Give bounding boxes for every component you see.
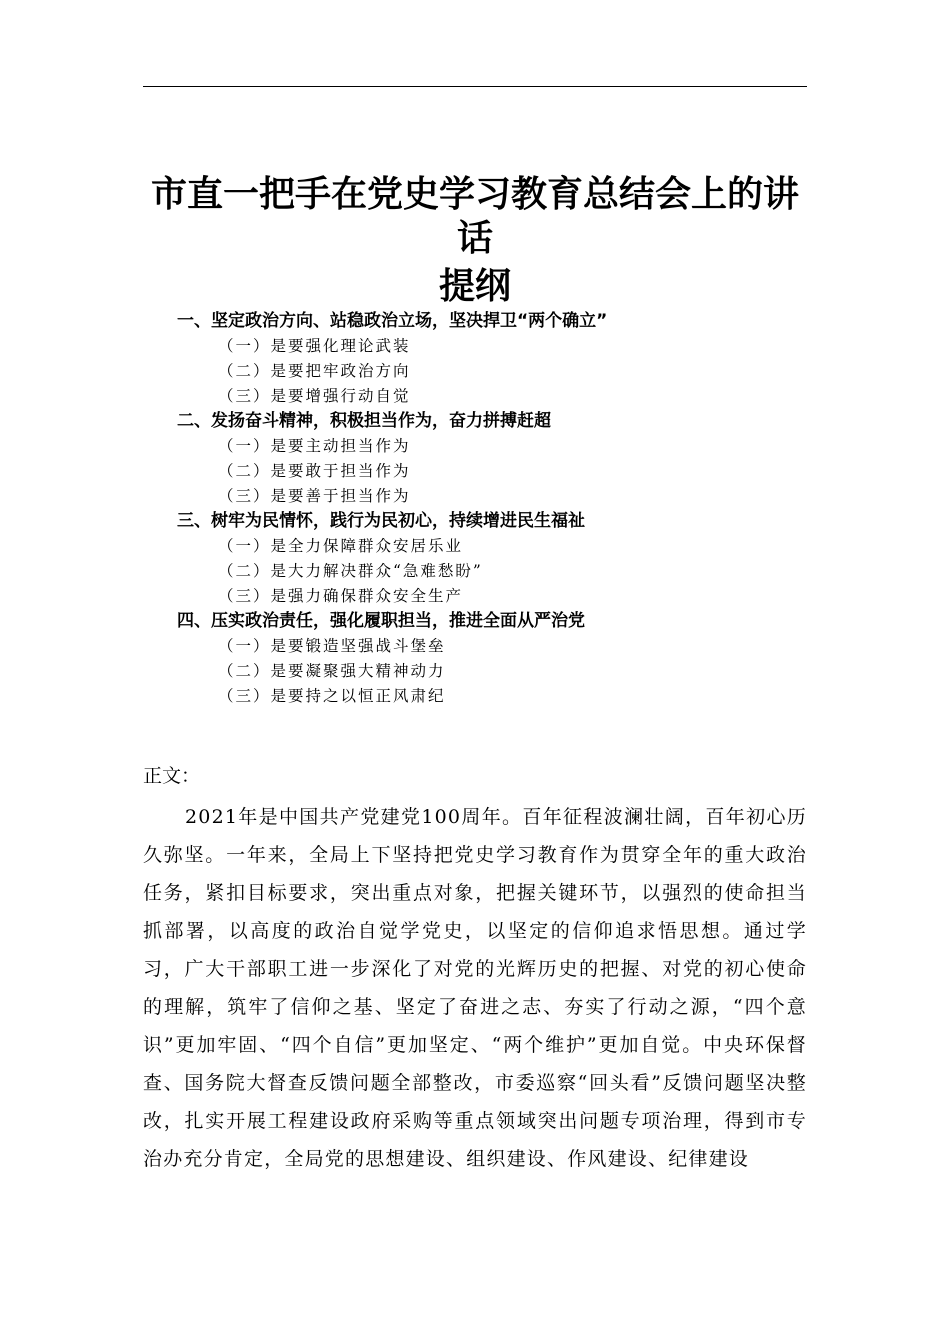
outline-item: （三）是要持之以恒正风肃纪: [218, 687, 446, 705]
body-paragraph: 2021年是中国共产党建党100周年。百年征程波澜壮阔，百年初心历久弥坚。一年来，全局上下坚持把党史学习教育作为贯穿全年的重大政治任务，紧扣目标要求，突出重点对象，把握关键环节，以强烈的使命担当抓部署，以高度的政治自觉学党史，以坚定的信仰追求悟思想。通过学习，广大干部职工进一步深化了对党的光辉历史的把握、对党的初心使命的理解，筑牢了信仰之基、坚定了奋进之志、夯实了行动之源，“四个意识”更加牢固、“四个自信”更加坚定、“两个维护”更加自觉。中央环保督查、国务院大督查反馈问题全部整改，市委巡察“回头看”反馈问题坚决整改，扎实开展工程建设政府采购等重点领域突出问题专项治理，得到市专治办充分肯定，全局党的思想建设、组织建设、作风建设、纪律建设: [143, 806, 807, 1170]
outline-item: （二）是要敢于担当作为: [218, 462, 411, 480]
outline-item: （一）是全力保障群众安居乐业: [218, 537, 464, 555]
outline-item: （二）是要把牢政治方向: [218, 362, 411, 380]
body-label: 正文：: [143, 765, 201, 787]
body-text: [143, 760, 807, 1178]
outline-item: （三）是强力确保群众安全生产: [218, 587, 464, 605]
outline-item: （二）是要凝聚强大精神动力: [218, 662, 446, 680]
outline-heading-4: 四、压实政治责任，强化履职担当，推进全面从严治党: [177, 611, 585, 631]
outline-item: （三）是要增强行动自觉: [218, 387, 411, 405]
outline-heading-3: 三、树牢为民情怀，践行为民初心，持续增进民生福祉: [177, 511, 585, 531]
outline-item: （三）是要善于担当作为: [218, 487, 411, 505]
outline-item: （一）是要锻造坚强战斗堡垒: [218, 637, 446, 655]
header-rule: [143, 86, 807, 87]
title-line-2: 话: [456, 218, 493, 259]
outline-heading-1: 一、坚定政治方向、站稳政治立场，坚决捍卫“两个确立”: [177, 311, 608, 331]
title-line-3: 提纲: [438, 266, 511, 307]
outline: [0, 309, 950, 709]
outline-heading-2: 二、发扬奋斗精神，积极担当作为，奋力拼搏赶超: [177, 411, 551, 431]
title-line-1: 市直一把手在党史学习教育总结会上的讲: [150, 174, 799, 215]
outline-item: （一）是要强化理论武装: [218, 337, 411, 355]
outline-item: （一）是要主动担当作为: [218, 437, 411, 455]
outline-item: （二）是大力解决群众“急难愁盼”: [218, 562, 483, 580]
